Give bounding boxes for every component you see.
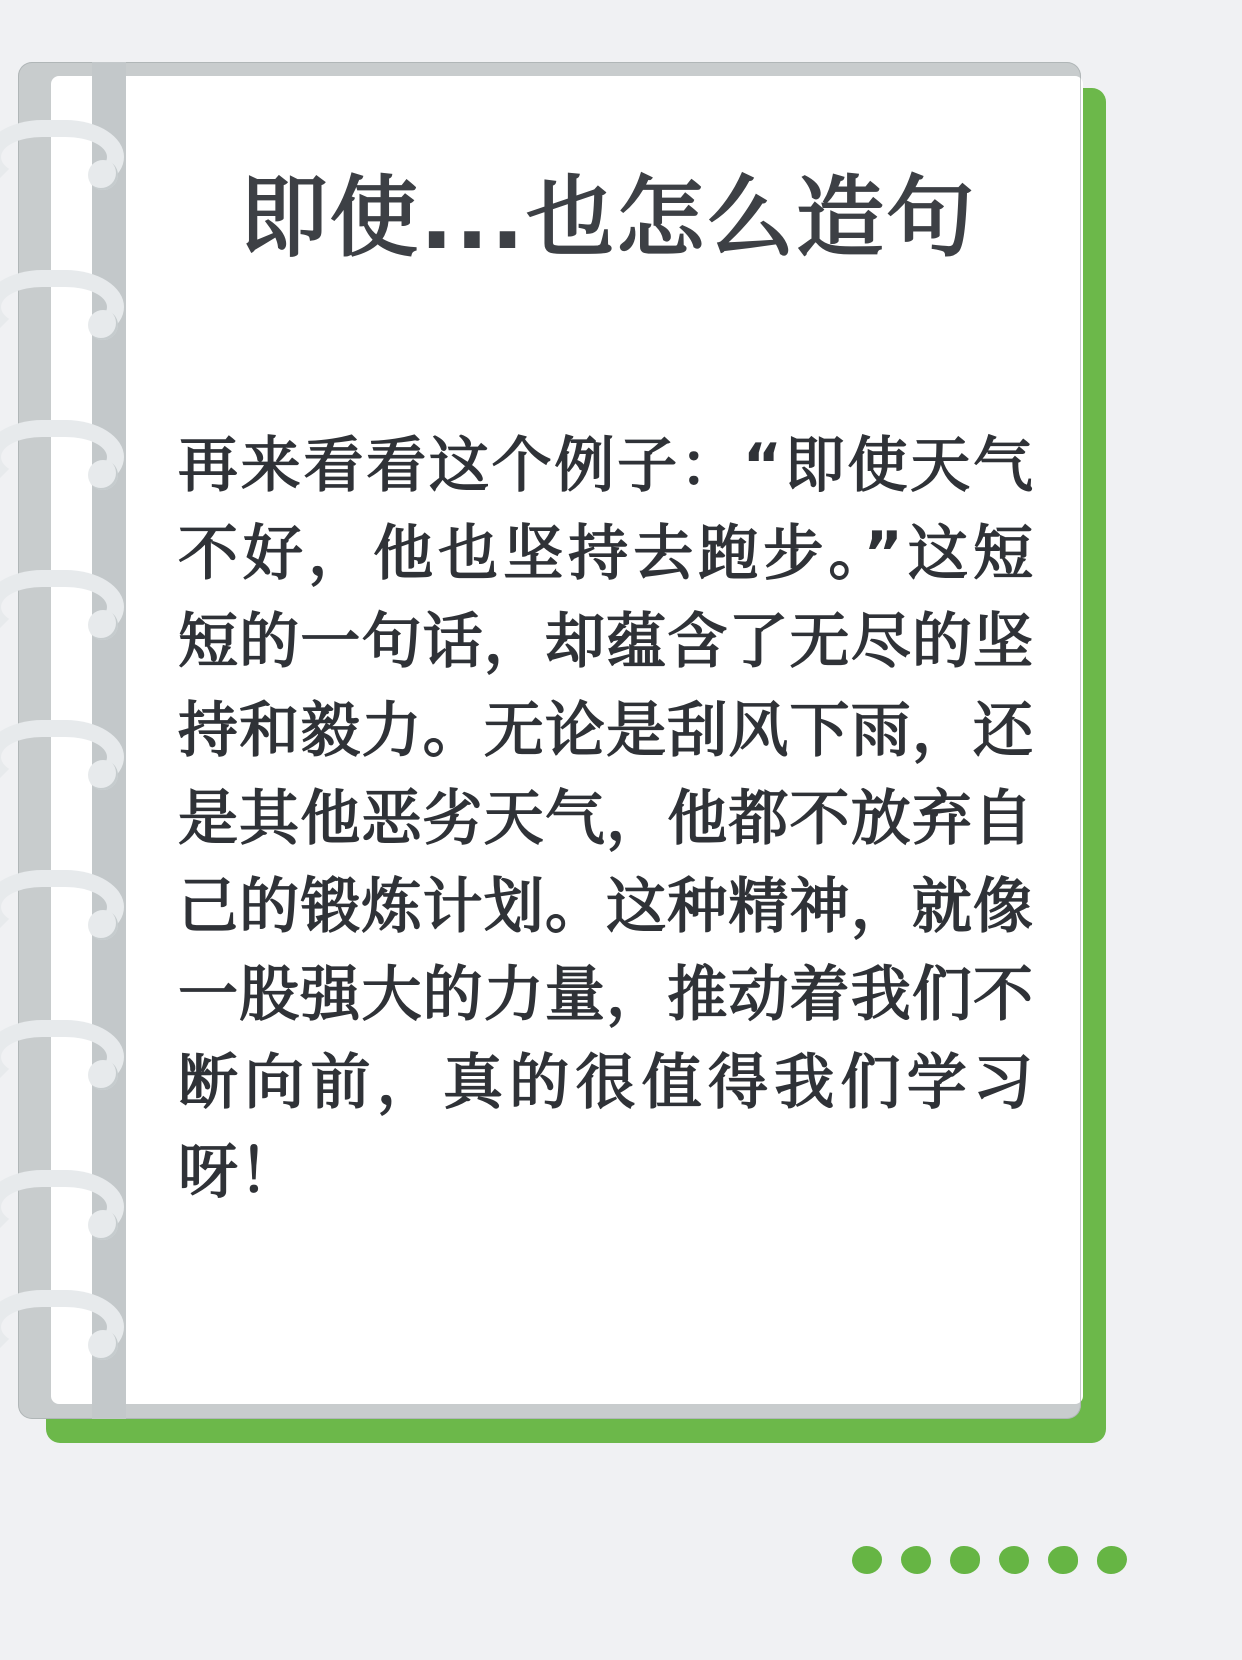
spiral-ring-icon [0, 120, 124, 194]
spiral-ring-icon [0, 420, 124, 494]
dot-icon [901, 1546, 931, 1574]
notebook-page [0, 62, 1115, 1452]
page-indicator-dots [852, 1538, 1182, 1582]
dot-icon [1048, 1546, 1078, 1574]
notebook-paper-surface [51, 76, 1083, 1404]
page-content [168, 78, 1048, 1398]
spiral-ring-icon [0, 1290, 124, 1364]
spiral-ring-icon [0, 270, 124, 344]
page-title: 即使...也怎么造句 [239, 166, 977, 269]
page-body-text: 再来看看这个例子：“即使天气不好，他也坚持去跑步。”这短短的一句话，却蕴含了无尽的坚持和毅力。无论是刮风下雨，还是其他恶劣天气，他都不放弃自己的锻炼计划。这种精神，就像一股强大的力量，推动着我们不断向前，真的很值得我们学习呀！ [178, 431, 1034, 1207]
spiral-binding [0, 62, 150, 1419]
dot-icon [1097, 1546, 1127, 1574]
spiral-ring-icon [0, 570, 124, 644]
spiral-ring-icon [0, 1020, 124, 1094]
dot-icon [950, 1546, 980, 1574]
spiral-ring-icon [0, 1170, 124, 1244]
spiral-ring-icon [0, 870, 124, 944]
dot-icon [852, 1546, 882, 1574]
spiral-ring-icon [0, 720, 124, 794]
notebook-paper-edge [18, 62, 1081, 1419]
dot-icon [999, 1546, 1029, 1574]
